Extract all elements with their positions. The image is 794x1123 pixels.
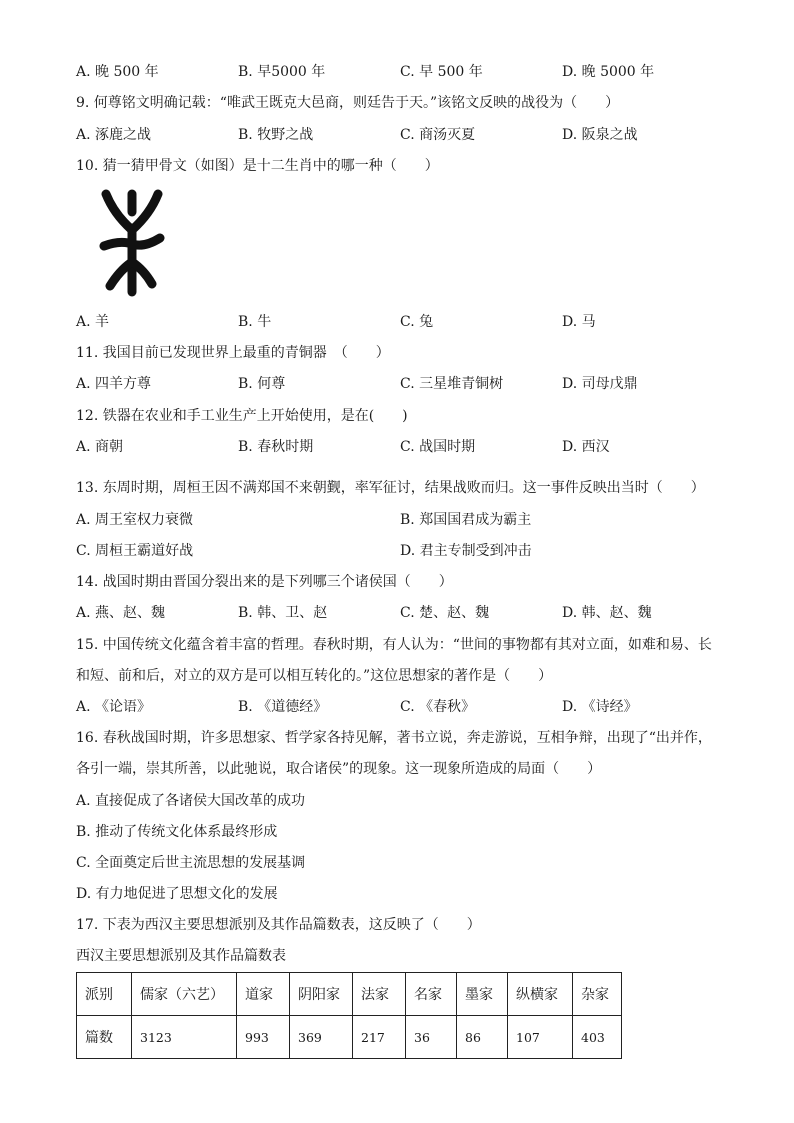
q11-option-b[interactable]: B. 何尊 [238, 376, 286, 392]
q13-option-d[interactable]: D. 君主专制受到冲击 [400, 543, 532, 559]
q9-option-a[interactable]: A. 涿鹿之战 [76, 127, 152, 143]
q8-option-a[interactable]: A. 晚 500 年 [76, 64, 159, 80]
q15-option-b[interactable]: B. 《道德经》 [238, 699, 328, 715]
q15-options [76, 697, 736, 717]
q12-options [76, 437, 736, 457]
q14-option-b[interactable]: B. 韩、卫、赵 [238, 605, 328, 621]
table-cell: 993 [237, 1016, 290, 1059]
q13-options-row2 [76, 541, 736, 561]
table-cell: 纵横家 [508, 973, 573, 1016]
q9-option-b[interactable]: B. 牧野之战 [238, 127, 314, 143]
table-cell: 369 [290, 1016, 353, 1059]
q11-options [76, 374, 736, 394]
q17-table-title: 西汉主要思想派别及其作品篇数表 [76, 948, 286, 964]
q16-option-c[interactable]: C. 全面奠定后世主流思想的发展基调 [76, 855, 306, 871]
q12-option-d[interactable]: D. 西汉 [562, 439, 610, 455]
table-cell: 107 [508, 1016, 573, 1059]
q12-option-b[interactable]: B. 春秋时期 [238, 439, 314, 455]
table-cell: 名家 [406, 973, 457, 1016]
q13-stem: 13. 东周时期，周桓王因不满郑国不来朝觐，率军征讨，结果战败而归。这一事件反映出当时（ ） [76, 480, 705, 496]
q10-option-a[interactable]: A. 羊 [76, 314, 110, 330]
q11-stem: 11. 我国目前已发现世界上最重的青铜器 （ ） [76, 345, 390, 361]
q13-option-b[interactable]: B. 郑国国君成为霸主 [400, 512, 532, 528]
table-cell: 篇数 [77, 1016, 132, 1059]
table-cell: 阴阳家 [290, 973, 353, 1016]
q13-options-row1 [76, 510, 736, 530]
q15-stem-line2: 和短、前和后，对立的双方是可以相互转化的。”这位思想家的著作是（ ） [76, 668, 553, 684]
q12-option-a[interactable]: A. 商朝 [76, 439, 124, 455]
q12-option-c[interactable]: C. 战国时期 [400, 439, 476, 455]
q10-option-d[interactable]: D. 马 [562, 314, 596, 330]
q11-option-a[interactable]: A. 四羊方尊 [76, 376, 152, 392]
q11-option-c[interactable]: C. 三星堆青铜树 [400, 376, 504, 392]
q14-option-a[interactable]: A. 燕、赵、魏 [76, 605, 166, 621]
q13-option-c[interactable]: C. 周桓王霸道好战 [76, 543, 194, 559]
q10-options [76, 312, 736, 332]
table-cell: 86 [457, 1016, 508, 1059]
oracle-bone-character-image [92, 188, 172, 300]
q16-stem-line1: 16. 春秋战国时期，许多思想家、哲学家各持见解，著书立说，奔走游说，互相争辩，出现了“出并作， [76, 730, 712, 746]
q8-option-b[interactable]: B. 早5000 年 [238, 64, 326, 80]
table-cell: 36 [406, 1016, 457, 1059]
q8-options [76, 62, 736, 82]
table-cell: 道家 [237, 973, 290, 1016]
q16-stem-line2: 各引一端，崇其所善，以此驰说，取合诸侯”的现象。这一现象所造成的局面（ ） [76, 761, 602, 777]
q9-option-c[interactable]: C. 商汤灭夏 [400, 127, 476, 143]
q16-option-b[interactable]: B. 推动了传统文化体系最终形成 [76, 824, 278, 840]
table-cell: 墨家 [457, 973, 508, 1016]
q11-option-d[interactable]: D. 司母戊鼎 [562, 376, 638, 392]
table-cell: 儒家（六艺） [132, 973, 237, 1016]
q10-stem: 10. 猜一猜甲骨文（如图）是十二生肖中的哪一种（ ） [76, 158, 439, 174]
q12-stem: 12. 铁器在农业和手工业生产上开始使用，是在( ) [76, 408, 408, 424]
q9-options [76, 125, 736, 145]
table-header-row [77, 973, 622, 1016]
table-cell: 3123 [132, 1016, 237, 1059]
q14-option-d[interactable]: D. 韩、赵、魏 [562, 605, 652, 621]
table-cell: 217 [353, 1016, 406, 1059]
table-cell: 杂家 [573, 973, 622, 1016]
q15-option-d[interactable]: D. 《诗经》 [562, 699, 638, 715]
school-works-table [76, 972, 622, 1059]
q10-option-c[interactable]: C. 兔 [400, 314, 434, 330]
q16-option-d[interactable]: D. 有力地促进了思想文化的发展 [76, 886, 278, 902]
q15-stem-line1: 15. 中国传统文化蕴含着丰富的哲理。春秋时期，有人认为：“世间的事物都有其对立面，如难和易、长 [76, 637, 712, 653]
q8-option-d[interactable]: D. 晚 5000 年 [562, 64, 655, 80]
q17-stem: 17. 下表为西汉主要思想派别及其作品篇数表，这反映了（ ） [76, 917, 481, 933]
table-row [77, 1016, 622, 1059]
q14-option-c[interactable]: C. 楚、赵、魏 [400, 605, 490, 621]
q15-option-a[interactable]: A. 《论语》 [76, 699, 152, 715]
q14-options [76, 603, 736, 623]
q9-option-d[interactable]: D. 阪泉之战 [562, 127, 638, 143]
q8-option-c[interactable]: C. 早 500 年 [400, 64, 483, 80]
table-cell: 403 [573, 1016, 622, 1059]
q9-stem: 9. 何尊铭文明确记载：“唯武王既克大邑商，则廷告于天。”该铭文反映的战役为（ ） [76, 95, 620, 111]
table-cell: 法家 [353, 973, 406, 1016]
q16-option-a[interactable]: A. 直接促成了各诸侯大国改革的成功 [76, 793, 306, 809]
q15-option-c[interactable]: C. 《春秋》 [400, 699, 476, 715]
q10-option-b[interactable]: B. 牛 [238, 314, 272, 330]
table-cell: 派别 [77, 973, 132, 1016]
q13-option-a[interactable]: A. 周王室权力衰微 [76, 512, 194, 528]
q14-stem: 14. 战国时期由晋国分裂出来的是下列哪三个诸侯国（ ） [76, 574, 453, 590]
